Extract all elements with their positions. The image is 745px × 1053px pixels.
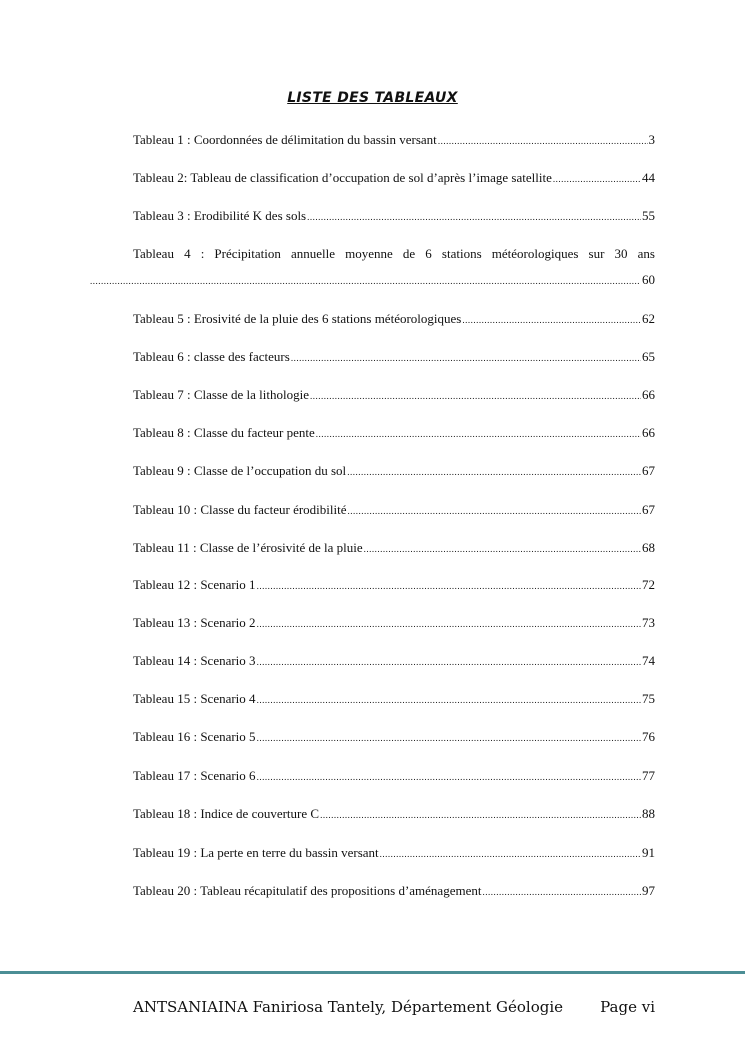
toc-entry-page: 66	[642, 387, 655, 402]
toc-entry-page: 65	[642, 349, 655, 364]
toc-entry-label: Tableau 1 : Coordonnées de délimitation du bassin versant	[133, 132, 437, 147]
toc-leader-dots	[257, 769, 641, 785]
toc-leader-dots	[90, 273, 640, 289]
toc-leader-dots	[320, 807, 641, 823]
toc-entry-page: 77	[642, 768, 655, 783]
toc-leader-dots	[257, 654, 641, 670]
toc-entry[interactable]	[133, 845, 655, 862]
toc-entry[interactable]	[133, 502, 655, 519]
toc-entry-label: Tableau 2: Tableau de classification d’occupation de sol d’après l’image satellite	[133, 170, 552, 185]
toc-entry[interactable]	[133, 349, 655, 366]
toc-entry[interactable]	[133, 463, 655, 480]
toc-entry-page: 67	[642, 502, 655, 517]
toc-entry-label: Tableau 20 : Tableau récapitulatif des propositions d’aménagement	[133, 883, 482, 898]
toc-entry-page: 62	[642, 311, 655, 326]
toc-entry-label: Tableau 19 : La perte en terre du bassin versant	[133, 845, 379, 860]
toc-entry-page: 72	[642, 577, 655, 592]
toc-entry[interactable]	[133, 883, 655, 900]
footer-divider	[0, 971, 745, 974]
toc-entry[interactable]	[133, 691, 655, 708]
toc-entry-label: Tableau 11 : Classe de l’érosivité de la pluie	[133, 540, 363, 555]
toc-entry-label: Tableau 16 : Scenario 5	[133, 729, 256, 744]
toc-entry-page: 88	[642, 806, 655, 821]
toc-entry-label: Tableau 8 : Classe du facteur pente	[133, 425, 315, 440]
toc-entry[interactable]	[133, 768, 655, 785]
toc-entry-label: Tableau 14 : Scenario 3	[133, 653, 256, 668]
toc-leader-dots	[291, 350, 641, 366]
toc-entry-label: Tableau 18 : Indice de couverture C	[133, 806, 320, 821]
page-title: LISTE DES TABLEAUX	[287, 90, 458, 106]
toc-leader-dots	[307, 209, 641, 225]
toc-entry[interactable]	[133, 425, 655, 442]
toc-leader-dots	[257, 692, 641, 708]
toc-entry-label: Tableau 7 : Classe de la lithologie	[133, 387, 309, 402]
toc-entry-label: Tableau 10 : Classe du facteur érodibilité	[133, 502, 347, 517]
toc-entry-page: 66	[642, 425, 655, 440]
toc-leader-dots	[257, 578, 641, 594]
footer-author: ANTSANIAINA Faniriosa Tantely, Département Géologie	[133, 998, 564, 1016]
toc-entry-page: 97	[642, 883, 655, 898]
toc-entry-label: Tableau 6 : classe des facteurs	[133, 349, 290, 364]
toc-entry[interactable]	[133, 615, 655, 632]
toc-entry-page: 91	[642, 845, 655, 860]
toc-entry-wrapped-continuation[interactable]	[90, 272, 655, 289]
toc-leader-dots	[257, 616, 641, 632]
toc-entry-page: 68	[642, 540, 655, 555]
toc-entry-label: Tableau 3 : Erodibilité K des sols	[133, 208, 307, 223]
toc-leader-dots	[348, 503, 641, 519]
toc-entry[interactable]	[133, 387, 655, 404]
toc-leader-dots	[257, 730, 641, 746]
toc-leader-dots	[553, 171, 641, 187]
toc-entry-page: 3	[648, 132, 655, 147]
toc-entry-label: Tableau 17 : Scenario 6	[133, 768, 256, 783]
toc-entry[interactable]	[133, 170, 655, 187]
toc-entry-label: Tableau 5 : Erosivité de la pluie des 6 stations météorologiques	[133, 311, 462, 326]
toc-entry[interactable]	[133, 540, 655, 557]
toc-leader-dots	[380, 846, 641, 862]
toc-entry-label-wrapped[interactable]: Tableau 4 : Précipitation annuelle moyenne de 6 stations météorologiques sur 30 ans	[133, 246, 655, 261]
toc-entry-page: 73	[642, 615, 655, 630]
toc-entry-label: Tableau 15 : Scenario 4	[133, 691, 256, 706]
toc-entry-page: 74	[642, 653, 655, 668]
toc-entry[interactable]	[133, 208, 655, 225]
toc-entry-label: Tableau 9 : Classe de l’occupation du sol	[133, 463, 347, 478]
toc-entry[interactable]	[133, 729, 655, 746]
toc-leader-dots	[316, 426, 641, 442]
toc-leader-dots	[347, 464, 641, 480]
toc-leader-dots	[364, 541, 641, 557]
toc-entry[interactable]	[133, 806, 655, 823]
toc-entry-page: 55	[642, 208, 655, 223]
toc-entry[interactable]	[133, 577, 655, 594]
toc-entry-page: 75	[642, 691, 655, 706]
toc-entry-page: 76	[642, 729, 655, 744]
toc-leader-dots	[310, 388, 641, 404]
toc-entry[interactable]	[133, 653, 655, 670]
toc-entry[interactable]	[133, 311, 655, 328]
toc-entry-page: 67	[642, 463, 655, 478]
toc-entry[interactable]	[133, 132, 655, 149]
toc-leader-dots	[438, 133, 648, 149]
toc-leader-dots	[482, 884, 641, 900]
toc-entry-label: Tableau 13 : Scenario 2	[133, 615, 256, 630]
toc-entry-label: Tableau 12 : Scenario 1	[133, 577, 256, 592]
toc-leader-dots	[462, 312, 641, 328]
footer-page-number: Page vi	[600, 998, 655, 1016]
toc-entry-page: 60	[642, 272, 655, 287]
toc-entry-page: 44	[642, 170, 655, 185]
